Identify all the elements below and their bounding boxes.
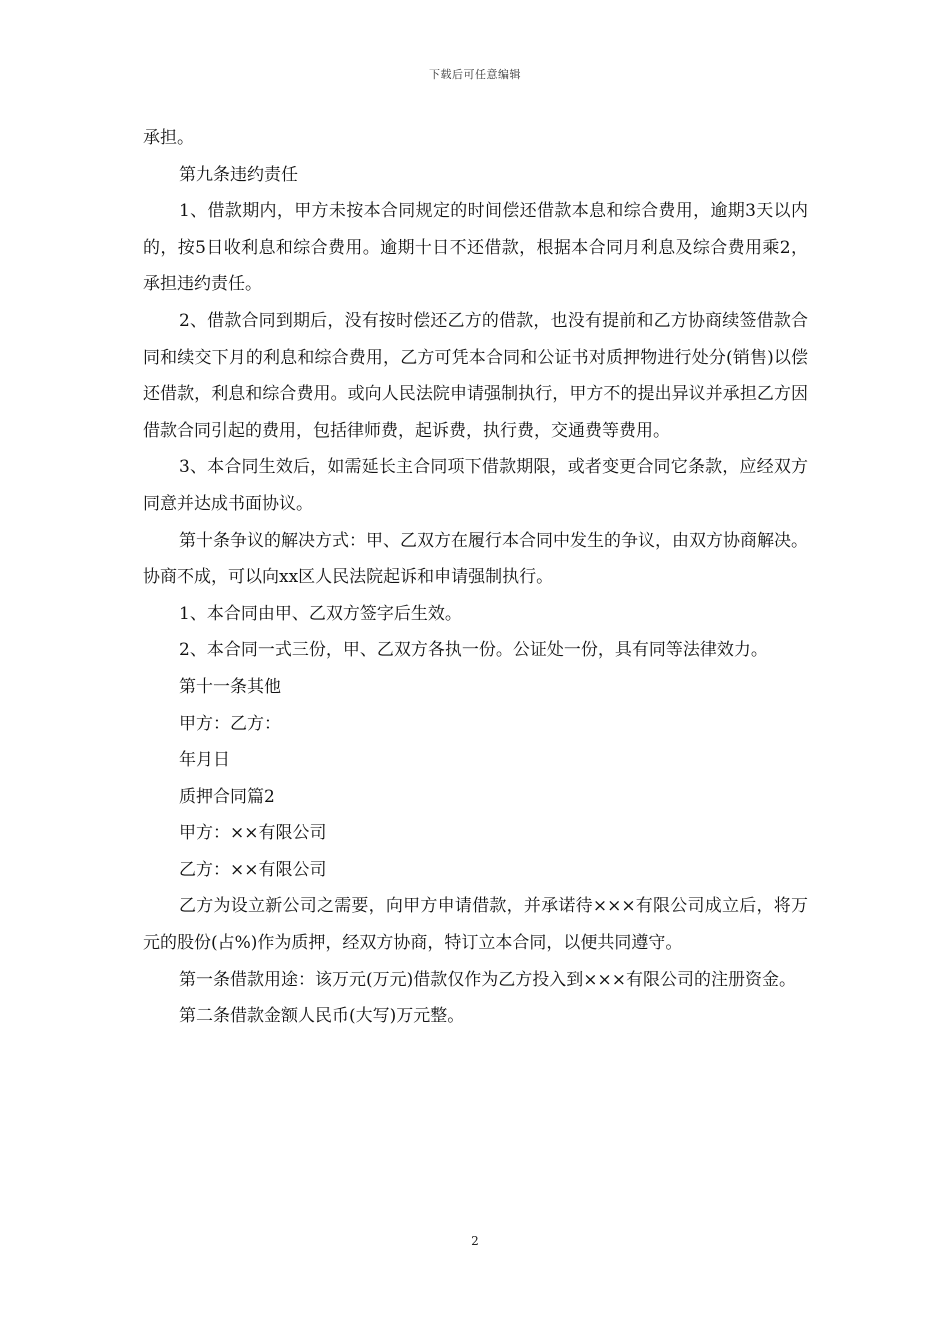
article-10-clause-2: 2、本合同一式三份，甲、乙双方各执一份。公证处一份，具有同等法律效力。 [179,640,768,661]
article-9-clause-3: 3、本合同生效后，如需延长主合同项下借款期限，或者变更合同它条款，应经双方同意并达成书面协议。 [143,457,808,514]
contract-2-title: 质押合同篇2 [179,786,275,807]
article-9-clause-1: 1、借款期内，甲方未按本合同规定的时间偿还借款本息和综合费用，逾期3天以内的，按5日收利息和综合费用。逾期十日不还借款，根据本合同月利息及综合费用乘2，承担违约责任。 [143,201,808,295]
contract-2-preamble: 乙方为设立新公司之需要，向甲方申请借款，并承诺待×××有限公司成立后，将万元的股份(占%)作为质押，经双方协商，特订立本合同，以便共同遵守。 [143,896,808,954]
page-number: 2 [471,1234,479,1248]
contract-2-article-2: 第二条借款金额人民币(大写)万元整。 [179,1006,465,1027]
contract-2-article-1: 第一条借款用途：该万元(万元)借款仅作为乙方投入到×××有限公司的注册资金。 [179,969,796,990]
signature-date: 年月日 [179,750,230,771]
article-11-heading: 第十一条其他 [179,676,281,697]
document-body [143,120,808,1035]
article-10-clause-1: 1、本合同由甲、乙双方签字后生效。 [179,603,462,624]
article-9-clause-2: 2、借款合同到期后，没有按时偿还乙方的借款，也没有提前和乙方协商续签借款合同和续交下月的利息和综合费用，乙方可凭本合同和公证书对质押物进行处分(销售)以偿还借款，利息和综合费用。或向人民法院申请强制执行，甲方不的提出异议并承担乙方因借款合同引起的费用，包括律师费，起诉费，执行费，交通费等费用。 [143,310,808,441]
party-a: 甲方：××有限公司 [179,823,327,844]
article-9-heading: 第九条违约责任 [179,164,298,185]
article-10-dispute-resolution: 第十条争议的解决方式：甲、乙双方在履行本合同中发生的争议，由双方协商解决。协商不成，可以向xx区人民法院起诉和申请强制执行。 [143,530,808,588]
party-b: 乙方：××有限公司 [179,859,327,880]
page-header: 下载后可任意编辑 [429,68,521,81]
signature-parties: 甲方：乙方： [179,713,281,734]
paragraph-continuation: 承担。 [143,128,194,148]
